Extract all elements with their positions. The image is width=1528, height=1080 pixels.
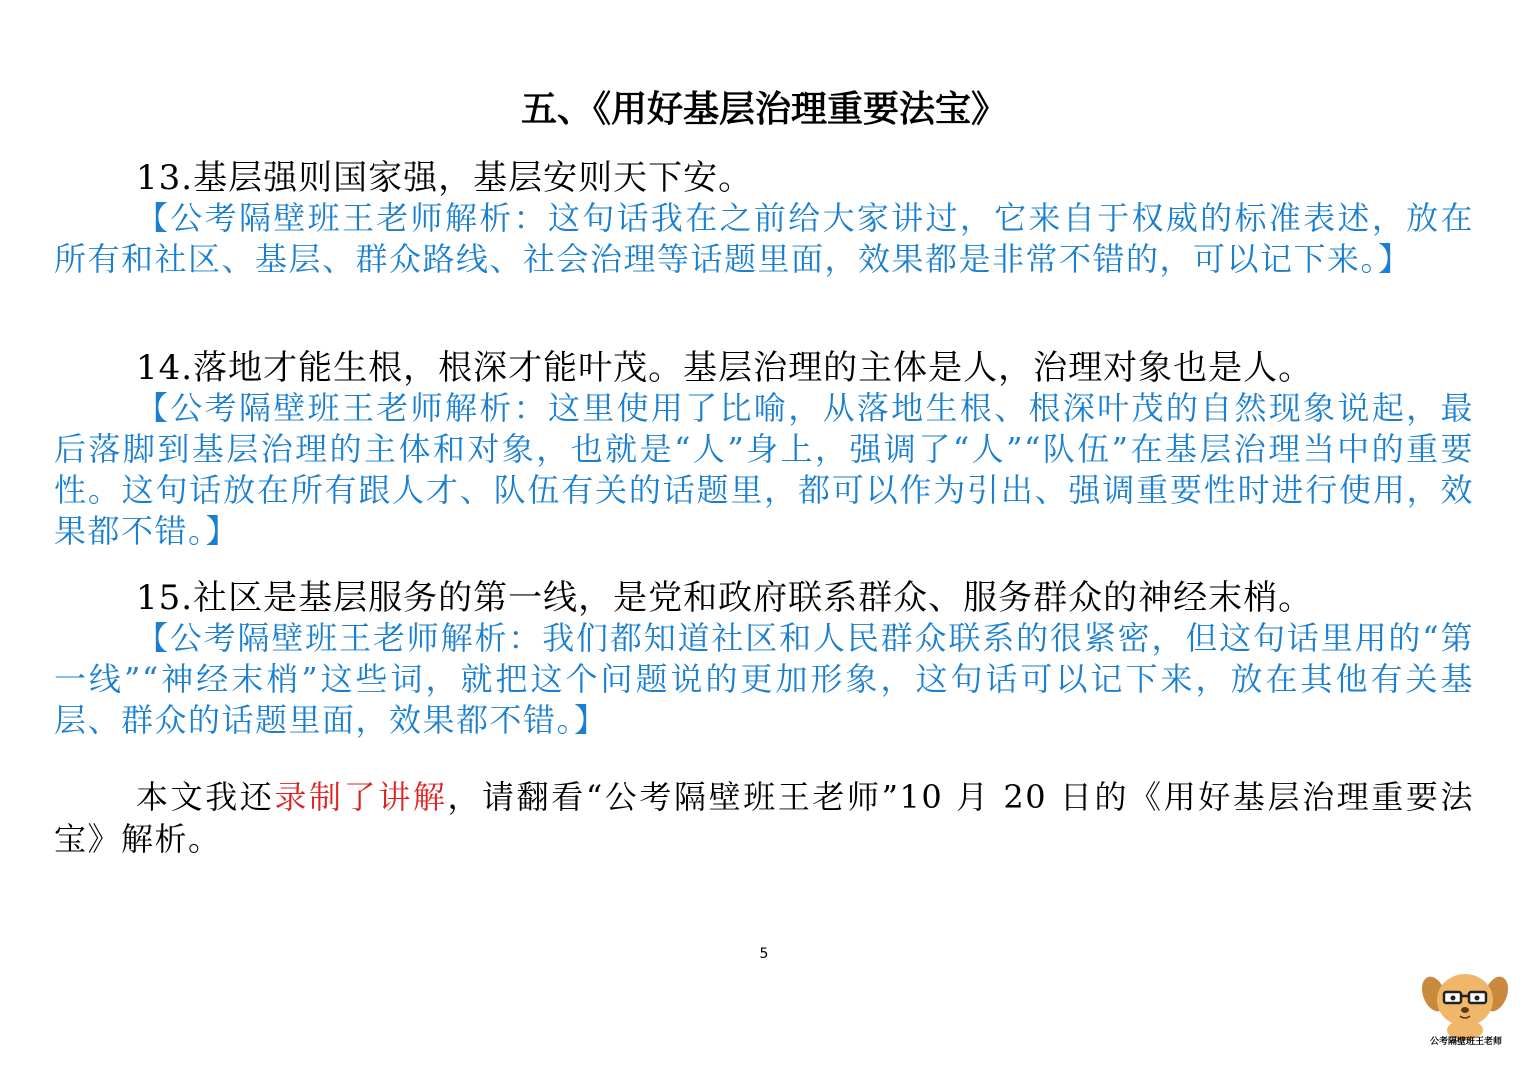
analysis-text: 【公考隔壁班王老师解析：这里使用了比喻，从落地生根、根深叶茂的自然现象说起，最后落脚到基层治理的主体和对象，也就是“人”身上，强调了“人”“队伍”在基层治理当中的重要性。这句话放在所有跟人才、队伍有关的话题里，都可以作为引出、强调重要性时进行使用，效果都不错。】 bbox=[54, 389, 1474, 550]
quote-text: 13.基层强则国家强，基层安则天下安。 bbox=[136, 158, 754, 198]
closing-highlight: 录制了讲解 bbox=[274, 778, 448, 816]
quote-block-13 bbox=[54, 158, 1474, 280]
dog-with-glasses-icon bbox=[1420, 966, 1510, 1066]
analysis-text: 【公考隔壁班王老师解析：这句话我在之前给大家讲过，它来自于权威的标准表述，放在所有和社区、基层、群众路线、社会治理等话题里面，效果都是非常不错的，可以记下来。】 bbox=[54, 199, 1474, 278]
closing-text-before: 本文我还 bbox=[136, 778, 275, 816]
quote-block-15 bbox=[54, 578, 1474, 741]
closing-text-after: ，请翻看“公考隔壁班王老师”10 月 20 日的《用好基层治理重要法宝》解析。 bbox=[54, 778, 1474, 858]
page-number: 5 bbox=[759, 946, 769, 962]
analysis-text: 【公考隔壁班王老师解析：我们都知道社区和人民群众联系的很紧密，但这句话里用的“第一线”“神经末梢”这些词，就把这个问题说的更加形象，这句话可以记下来，放在其他有关基层、群众的话题里面，效果都不错。】 bbox=[54, 619, 1474, 739]
quote-text: 14.落地才能生根，根深才能叶茂。基层治理的主体是人，治理对象也是人。 bbox=[136, 348, 1314, 388]
closing-paragraph bbox=[54, 776, 1474, 860]
quote-text: 15.社区是基层服务的第一线，是党和政府联系群众、服务群众的神经末梢。 bbox=[136, 578, 1314, 618]
logo-caption: 公考隔壁班王老师 bbox=[1429, 1037, 1502, 1047]
quote-block-14 bbox=[54, 348, 1474, 552]
page-title: 五、《用好基层治理重要法宝》 bbox=[520, 89, 1007, 130]
